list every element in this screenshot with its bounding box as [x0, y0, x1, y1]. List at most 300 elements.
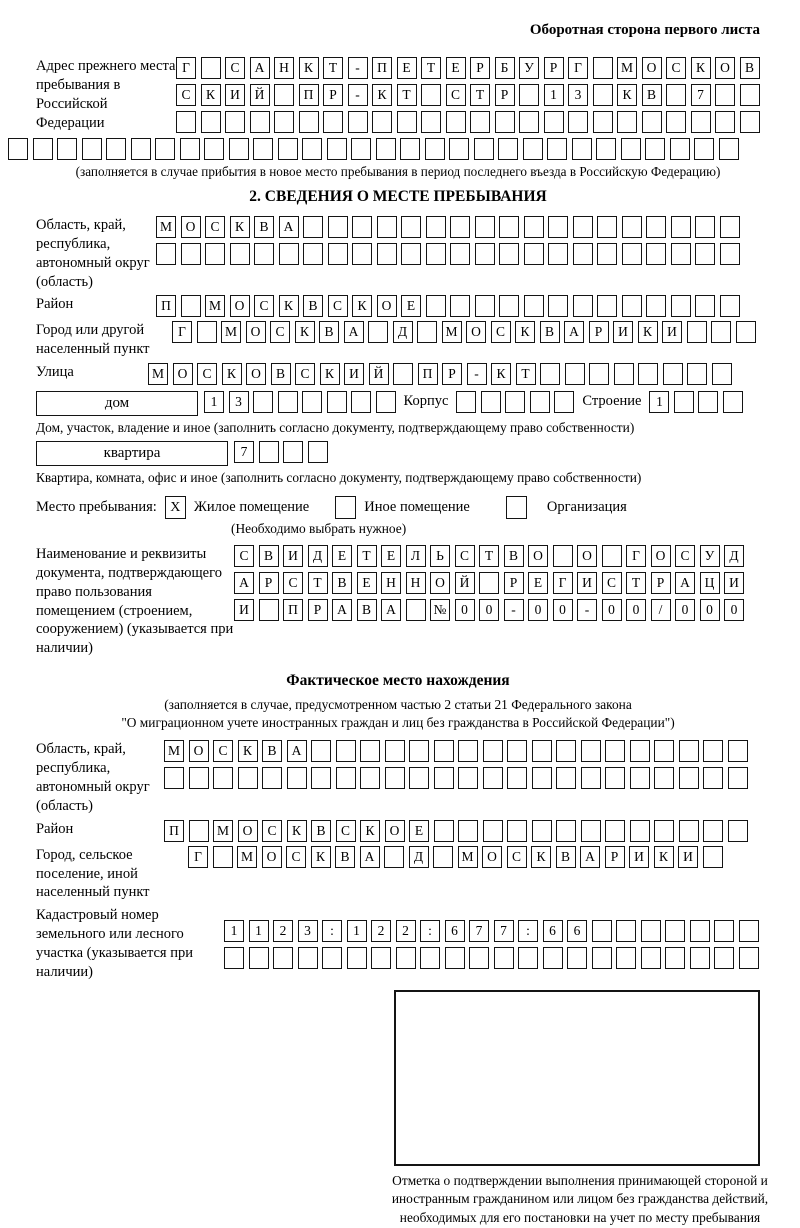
- form-cell: А: [279, 216, 299, 238]
- form-cell: [303, 243, 323, 265]
- form-cell: [616, 920, 636, 942]
- form-cell: [181, 243, 201, 265]
- form-cell: [469, 947, 489, 969]
- form-cell: [254, 243, 274, 265]
- form-cell: Й: [250, 84, 270, 106]
- form-cell: [420, 947, 440, 969]
- document-label: Наименование и реквизиты документа, подтверждающего право пользования помещением (строением, сооружением) (указывается при наличии): [36, 546, 234, 657]
- form-cell: [347, 947, 367, 969]
- form-cell: П: [418, 363, 438, 385]
- form-cell: Т: [308, 572, 328, 594]
- page-side-note: Оборотная сторона первого листа: [529, 22, 760, 38]
- form-cell: [475, 216, 495, 238]
- form-cell: О: [466, 321, 486, 343]
- form-cell: С: [197, 363, 217, 385]
- form-cell: [519, 111, 539, 133]
- form-cell: [605, 740, 625, 762]
- form-cell: [156, 243, 176, 265]
- form-cell: У: [700, 545, 720, 567]
- form-cell: А: [381, 599, 401, 621]
- form-cell: Е: [409, 820, 429, 842]
- form-cell: [475, 295, 495, 317]
- form-cell: [556, 740, 576, 762]
- form-cell: К: [352, 295, 372, 317]
- form-cell: [674, 391, 694, 413]
- form-cell: Р: [544, 57, 564, 79]
- form-cell: [450, 295, 470, 317]
- form-cell: [274, 111, 294, 133]
- form-cell: -: [467, 363, 487, 385]
- apartment-caption: Квартира, комната, офис и иное (заполнить согласно документу, подтверждающему право собственности): [36, 470, 642, 486]
- form-cell: [740, 111, 760, 133]
- form-cell: В: [262, 740, 282, 762]
- form-cell: 0: [626, 599, 646, 621]
- street-label: Улица: [36, 364, 74, 381]
- form-cell: №: [430, 599, 450, 621]
- form-cell: [434, 820, 454, 842]
- form-cell: С: [254, 295, 274, 317]
- form-cell: Т: [516, 363, 536, 385]
- form-cell: [201, 57, 221, 79]
- form-cell: [679, 820, 699, 842]
- form-cell: [360, 740, 380, 762]
- form-cell: [189, 767, 209, 789]
- form-cell: [556, 767, 576, 789]
- form-cell: [57, 138, 77, 160]
- form-cell: [401, 243, 421, 265]
- form-cell: [654, 740, 674, 762]
- form-cell: М: [458, 846, 478, 868]
- form-cell: О: [377, 295, 397, 317]
- actual-district-row: [164, 820, 748, 842]
- form-cell: П: [372, 57, 392, 79]
- form-cell: М: [237, 846, 257, 868]
- form-cell: [589, 363, 609, 385]
- form-cell: [449, 138, 469, 160]
- actual-city-row: [188, 846, 723, 868]
- form-cell: [621, 138, 641, 160]
- form-cell: [494, 947, 514, 969]
- form-cell: [695, 295, 715, 317]
- form-cell: [253, 138, 273, 160]
- form-cell: 6: [567, 920, 587, 942]
- form-cell: В: [335, 846, 355, 868]
- form-cell: С: [666, 57, 686, 79]
- form-cell: [229, 138, 249, 160]
- form-cell: 7: [234, 441, 254, 463]
- form-cell: Р: [605, 846, 625, 868]
- form-cell: Н: [381, 572, 401, 594]
- region-block: [36, 216, 760, 291]
- form-cell: К: [222, 363, 242, 385]
- form-cell: [605, 767, 625, 789]
- form-cell: [458, 740, 478, 762]
- form-cell: [259, 599, 279, 621]
- form-cell: Й: [455, 572, 475, 594]
- form-cell: [189, 820, 209, 842]
- form-cell: А: [250, 57, 270, 79]
- form-cell: К: [360, 820, 380, 842]
- form-cell: [406, 599, 426, 621]
- form-cell: [201, 111, 221, 133]
- form-cell: [176, 111, 196, 133]
- form-cell: И: [613, 321, 633, 343]
- form-cell: [303, 216, 323, 238]
- prev-address-row-1: [176, 57, 760, 79]
- form-cell: [616, 947, 636, 969]
- form-cell: [703, 820, 723, 842]
- form-cell: М: [164, 740, 184, 762]
- region-row-2: [156, 243, 740, 265]
- form-cell: Е: [446, 57, 466, 79]
- form-cell: Е: [401, 295, 421, 317]
- form-cell: П: [164, 820, 184, 842]
- form-cell: 0: [700, 599, 720, 621]
- district-label: Район: [36, 296, 74, 313]
- form-cell: О: [430, 572, 450, 594]
- form-cell: [225, 111, 245, 133]
- form-cell: [597, 295, 617, 317]
- prev-address-label: Адрес прежнего места пребывания в Российской Федерации: [36, 58, 176, 131]
- stay-note: (Необходимо выбрать нужное): [231, 521, 407, 537]
- form-cell: Л: [406, 545, 426, 567]
- form-cell: И: [724, 572, 744, 594]
- form-cell: [180, 138, 200, 160]
- form-cell: [259, 441, 279, 463]
- form-cell: А: [234, 572, 254, 594]
- house-box: дом: [36, 391, 198, 416]
- form-cell: Е: [381, 545, 401, 567]
- form-cell: :: [518, 920, 538, 942]
- form-cell: К: [230, 216, 250, 238]
- form-cell: О: [246, 321, 266, 343]
- form-cell: Е: [357, 572, 377, 594]
- form-cell: :: [420, 920, 440, 942]
- form-cell: [377, 216, 397, 238]
- form-cell: К: [691, 57, 711, 79]
- form-cell: Е: [397, 57, 417, 79]
- form-cell: [728, 740, 748, 762]
- form-cell: О: [173, 363, 193, 385]
- form-cell: [548, 243, 568, 265]
- form-cell: С: [262, 820, 282, 842]
- form-cell: [592, 947, 612, 969]
- form-cell: [450, 216, 470, 238]
- form-cell: [670, 138, 690, 160]
- form-cell: [372, 111, 392, 133]
- form-cell: [458, 767, 478, 789]
- form-cell: [205, 243, 225, 265]
- form-cell: [739, 947, 759, 969]
- city-label: Город или другой населенный пункт: [36, 322, 150, 358]
- form-cell: [224, 947, 244, 969]
- form-cell: [641, 947, 661, 969]
- form-cell: [499, 216, 519, 238]
- form-cell: Р: [470, 57, 490, 79]
- form-cell: [712, 363, 732, 385]
- form-cell: О: [482, 846, 502, 868]
- form-cell: [400, 138, 420, 160]
- form-cell: П: [299, 84, 319, 106]
- form-cell: [397, 111, 417, 133]
- form-cell: [572, 138, 592, 160]
- form-cell: [679, 740, 699, 762]
- form-cell: О: [181, 216, 201, 238]
- form-cell: [687, 321, 707, 343]
- form-cell: [543, 947, 563, 969]
- form-cell: [278, 391, 298, 413]
- korpus-cells: [456, 391, 574, 413]
- form-cell: [638, 363, 658, 385]
- form-cell: [155, 138, 175, 160]
- form-cell: [573, 216, 593, 238]
- form-cell: [695, 216, 715, 238]
- form-cell: [483, 740, 503, 762]
- form-cell: [368, 321, 388, 343]
- form-cell: К: [515, 321, 535, 343]
- form-cell: О: [238, 820, 258, 842]
- form-cell: С: [205, 216, 225, 238]
- form-cell: [630, 740, 650, 762]
- form-cell: [274, 84, 294, 106]
- form-cell: В: [311, 820, 331, 842]
- actual-region-block: [36, 740, 760, 815]
- form-cell: [323, 111, 343, 133]
- prev-address-caption: (заполняется в случае прибытия в новое место пребывания в период последнего въезда в Российскую Федерацию): [75, 164, 721, 179]
- form-cell: [253, 391, 273, 413]
- form-cell: 0: [602, 599, 622, 621]
- form-cell: А: [287, 740, 307, 762]
- form-cell: [642, 111, 662, 133]
- form-cell: [573, 243, 593, 265]
- form-cell: [262, 767, 282, 789]
- form-cell: С: [295, 363, 315, 385]
- form-cell: Е: [528, 572, 548, 594]
- form-cell: А: [344, 321, 364, 343]
- document-block: [36, 545, 760, 658]
- form-cell: [695, 243, 715, 265]
- house-caption: Дом, участок, владение и иное (заполнить согласно документу, подтверждающему право собственности): [36, 420, 635, 436]
- form-cell: [622, 243, 642, 265]
- form-cell: [690, 947, 710, 969]
- form-cell: [401, 216, 421, 238]
- form-cell: Р: [323, 84, 343, 106]
- form-cell: [479, 572, 499, 594]
- form-cell: [645, 138, 665, 160]
- form-cell: [230, 243, 250, 265]
- actual-region-row-2: [164, 767, 748, 789]
- form-cell: К: [299, 57, 319, 79]
- form-cell: [714, 920, 734, 942]
- form-cell: [33, 138, 53, 160]
- form-cell: [249, 947, 269, 969]
- form-cell: Г: [188, 846, 208, 868]
- form-cell: С: [283, 572, 303, 594]
- form-cell: С: [491, 321, 511, 343]
- street-row: [148, 363, 732, 385]
- form-cell: [385, 740, 405, 762]
- form-cell: [544, 111, 564, 133]
- form-cell: [663, 363, 683, 385]
- form-cell: [593, 57, 613, 79]
- form-cell: В: [740, 57, 760, 79]
- form-cell: [311, 740, 331, 762]
- form-cell: И: [283, 545, 303, 567]
- form-cell: Р: [442, 363, 462, 385]
- form-cell: 3: [229, 391, 249, 413]
- form-cell: [565, 363, 585, 385]
- form-cell: [548, 216, 568, 238]
- form-cell: [698, 391, 718, 413]
- form-cell: Н: [274, 57, 294, 79]
- form-cell: [665, 920, 685, 942]
- form-cell: 1: [204, 391, 224, 413]
- form-cell: [409, 767, 429, 789]
- form-cell: [736, 321, 756, 343]
- form-cell: [593, 84, 613, 106]
- form-cell: [581, 820, 601, 842]
- form-cell: [671, 216, 691, 238]
- form-cell: [548, 295, 568, 317]
- form-cell: Р: [504, 572, 524, 594]
- form-cell: К: [295, 321, 315, 343]
- form-cell: [213, 846, 233, 868]
- form-cell: С: [225, 57, 245, 79]
- form-cell: [393, 363, 413, 385]
- form-cell: В: [357, 599, 377, 621]
- form-cell: В: [642, 84, 662, 106]
- korpus-label: Корпус: [403, 393, 449, 410]
- form-cell: [131, 138, 151, 160]
- prev-address-block: [36, 57, 760, 133]
- cadastral-label: Кадастровый номер земельного или лесного участка (указывается при наличии): [36, 907, 193, 980]
- form-cell: [434, 767, 454, 789]
- form-cell: [299, 111, 319, 133]
- form-cell: Г: [568, 57, 588, 79]
- form-cell: К: [372, 84, 392, 106]
- actual-district-block: [36, 820, 760, 842]
- form-cell: [348, 111, 368, 133]
- form-cell: А: [332, 599, 352, 621]
- form-cell: Д: [308, 545, 328, 567]
- form-cell: В: [319, 321, 339, 343]
- city-block: [36, 321, 760, 359]
- form-cell: [498, 138, 518, 160]
- stay-checkbox-other: [335, 496, 356, 519]
- form-cell: [597, 216, 617, 238]
- form-cell: К: [287, 820, 307, 842]
- form-cell: С: [213, 740, 233, 762]
- form-cell: 7: [691, 84, 711, 106]
- form-cell: [518, 947, 538, 969]
- form-cell: Ц: [700, 572, 720, 594]
- form-cell: М: [617, 57, 637, 79]
- form-cell: -: [577, 599, 597, 621]
- form-cell: О: [642, 57, 662, 79]
- form-cell: [302, 138, 322, 160]
- district-row: [156, 295, 740, 317]
- form-cell: А: [360, 846, 380, 868]
- form-cell: [671, 243, 691, 265]
- section2-title: 2. СВЕДЕНИЯ О МЕСТЕ ПРЕБЫВАНИЯ: [249, 188, 547, 205]
- form-cell: О: [577, 545, 597, 567]
- form-cell: [507, 740, 527, 762]
- form-cell: И: [629, 846, 649, 868]
- form-cell: [8, 138, 28, 160]
- form-cell: 2: [371, 920, 391, 942]
- form-cell: [524, 243, 544, 265]
- form-cell: [426, 295, 446, 317]
- form-cell: [507, 820, 527, 842]
- form-cell: [532, 767, 552, 789]
- document-row-1: [234, 545, 744, 567]
- form-cell: В: [556, 846, 576, 868]
- form-cell: [553, 545, 573, 567]
- form-cell: [592, 920, 612, 942]
- form-cell: [204, 138, 224, 160]
- form-cell: Н: [406, 572, 426, 594]
- form-cell: М: [148, 363, 168, 385]
- form-cell: М: [205, 295, 225, 317]
- form-cell: [567, 947, 587, 969]
- form-cell: [396, 947, 416, 969]
- form-cell: 6: [543, 920, 563, 942]
- form-cell: К: [654, 846, 674, 868]
- form-cell: И: [577, 572, 597, 594]
- form-cell: [328, 243, 348, 265]
- form-cell: -: [348, 84, 368, 106]
- stay-type-line: [36, 496, 760, 519]
- form-cell: [711, 321, 731, 343]
- form-cell: К: [279, 295, 299, 317]
- form-cell: [82, 138, 102, 160]
- region-label: Область, край, республика, автономный округ (область): [36, 217, 150, 290]
- form-cell: [279, 243, 299, 265]
- form-cell: [495, 111, 515, 133]
- region-row-1: [156, 216, 740, 238]
- form-cell: 0: [724, 599, 744, 621]
- form-cell: [691, 111, 711, 133]
- form-cell: [505, 391, 525, 413]
- form-cell: [703, 740, 723, 762]
- apartment-box: квартира: [36, 441, 228, 466]
- form-cell: [450, 243, 470, 265]
- form-cell: [530, 391, 550, 413]
- form-cell: 6: [445, 920, 465, 942]
- form-cell: [687, 363, 707, 385]
- form-cell: 7: [469, 920, 489, 942]
- form-cell: [703, 767, 723, 789]
- document-row-3: [234, 599, 744, 621]
- form-cell: [654, 820, 674, 842]
- prev-address-row-2: [176, 84, 760, 106]
- form-cell: [720, 295, 740, 317]
- actual-city-label: Город, сельское поселение, иной населенный пункт: [36, 846, 150, 901]
- form-cell: [197, 321, 217, 343]
- form-cell: [654, 767, 674, 789]
- form-cell: [728, 767, 748, 789]
- form-cell: В: [303, 295, 323, 317]
- form-cell: [703, 846, 723, 868]
- form-cell: [507, 767, 527, 789]
- form-cell: Т: [397, 84, 417, 106]
- form-cell: [106, 138, 126, 160]
- form-cell: 3: [568, 84, 588, 106]
- form-cell: [622, 216, 642, 238]
- form-cell: С: [446, 84, 466, 106]
- form-cell: К: [320, 363, 340, 385]
- actual-city-block: [36, 846, 760, 903]
